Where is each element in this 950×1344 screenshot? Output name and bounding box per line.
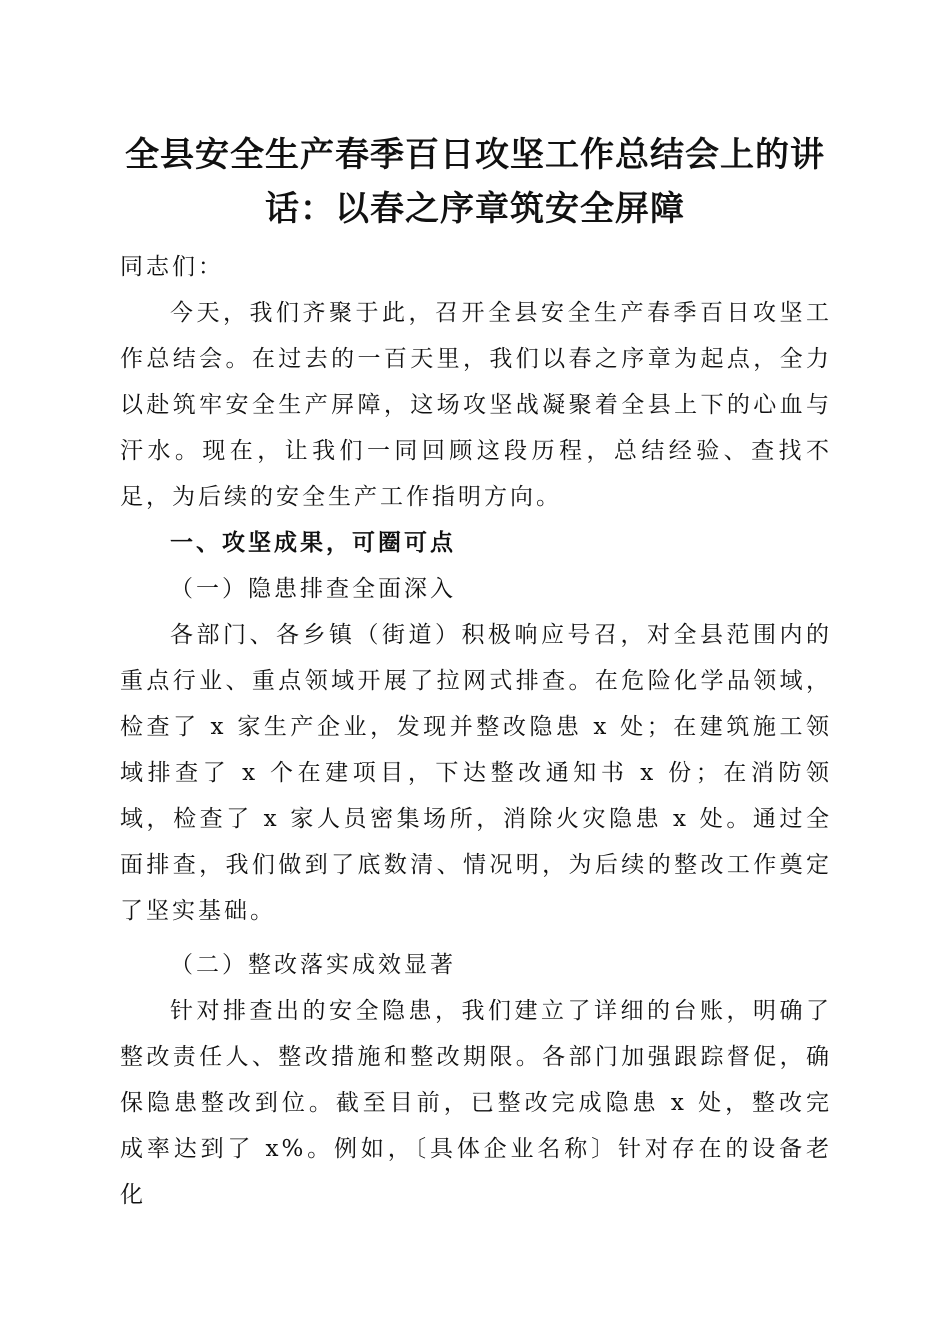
subsection-paragraph-1: 各部门、各乡镇（街道）积极响应号召，对全县范围内的重点行业、重点领域开展了拉网式排查。在危险化学品领域，检查了 x 家生产企业，发现并整改隐患 x 处；在建筑施工领域排查了 x 个在建项目，下达整改通知书 x 份；在消防领域，检查了 x 家人员密集场所，消除火灾隐患 x 处。通过全面排查，我们做到了底数清、情况明，为后续的整改工作奠定了坚实基础。 xyxy=(120,622,832,924)
document-title-line1: 全县安全生产春季百日攻坚工作总结会上的讲 xyxy=(125,135,825,175)
subsection-heading-1: （一）隐患排查全面深入 xyxy=(170,576,456,602)
document-title xyxy=(100,128,850,236)
document-title-line2: 话：以春之序章筑安全屏障 xyxy=(265,189,685,229)
document-body xyxy=(120,244,832,1218)
section-heading-1: 一、攻坚成果，可圈可点 xyxy=(170,530,456,556)
salutation: 同志们： xyxy=(120,254,224,280)
subsection-heading-2: （二）整改落实成效显著 xyxy=(170,952,456,978)
intro-paragraph: 今天，我们齐聚于此，召开全县安全生产春季百日攻坚工作总结会。在过去的一百天里，我们以春之序章为起点，全力以赴筑牢安全生产屏障，这场攻坚战凝聚着全县上下的心血与汗水。现在，让我们一同回顾这段历程，总结经验、查找不足，为后续的安全生产工作指明方向。 xyxy=(120,300,832,510)
subsection-paragraph-2: 针对排查出的安全隐患，我们建立了详细的台账，明确了整改责任人、整改措施和整改期限。各部门加强跟踪督促，确保隐患整改到位。截至目前，已整改完成隐患 x 处，整改完成率达到了 x%。例如，〔具体企业名称〕针对存在的设备老化 xyxy=(120,998,832,1208)
